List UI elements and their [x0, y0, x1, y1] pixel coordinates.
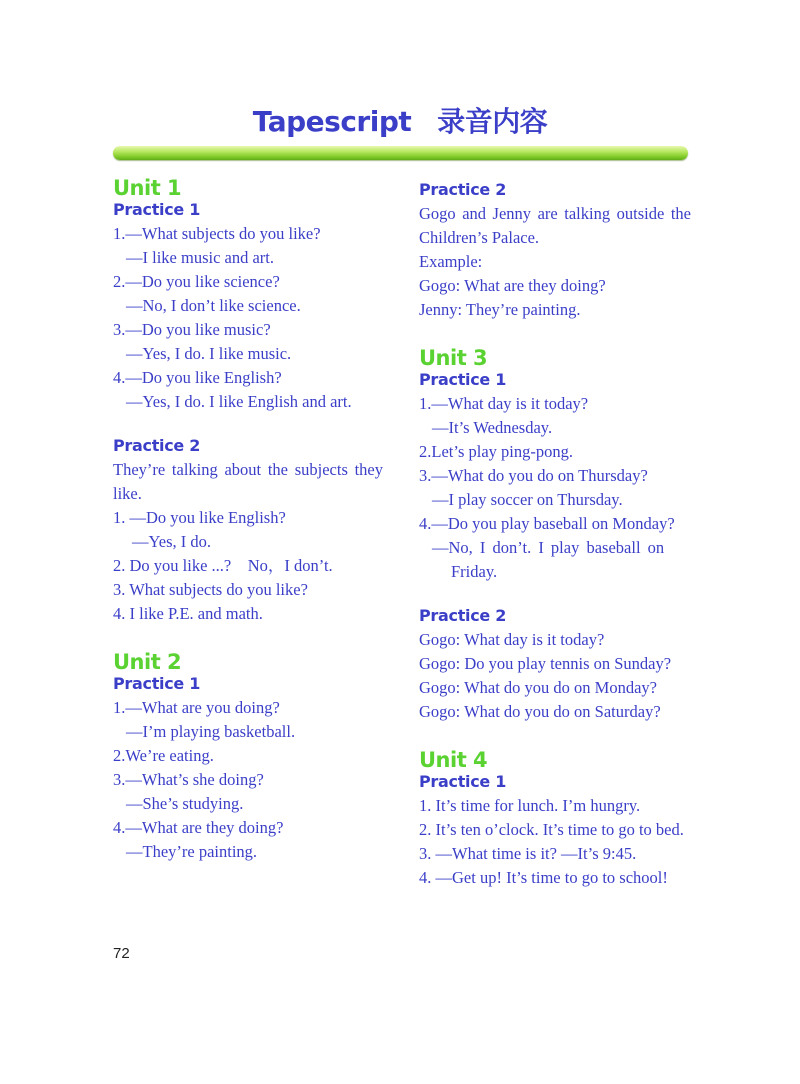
title-divider-bar [113, 146, 688, 160]
page-number: 72 [113, 945, 130, 962]
script-line: Gogo: What day is it today? [419, 630, 605, 649]
script-line: 4.—What are they doing? [113, 818, 284, 837]
script-line: —They’re painting. [126, 842, 258, 861]
script-line: 1.—What are you doing? [113, 698, 280, 717]
unit-heading: Unit 1 [113, 176, 182, 200]
script-line: 4.—Do you like English? [113, 368, 282, 387]
unit-heading: Unit 3 [419, 346, 488, 370]
script-line: Gogo: What are they doing? [419, 276, 606, 295]
script-line: Gogo: What do you do on Saturday? [419, 702, 661, 721]
script-line: Gogo and Jenny are talking outside the Children’s Palace. [419, 204, 691, 247]
script-line: Gogo: Do you play tennis on Sunday? [419, 654, 672, 673]
script-line: Example: [419, 252, 483, 271]
practice-heading: Practice 1 [419, 772, 507, 791]
script-line: 3. —What time is it? —It’s 9:45. [419, 844, 637, 863]
practice-heading: Practice 2 [419, 606, 507, 625]
script-line: 3.—What do you do on Thursday? [419, 466, 648, 485]
script-line: 4. I like P.E. and math. [113, 604, 263, 623]
script-line: —No, I don’t like science. [126, 296, 301, 315]
script-line: 2.Let’s play ping-pong. [419, 442, 573, 461]
script-line: 3. What subjects do you like? [113, 580, 308, 599]
script-line: —I like music and art. [126, 248, 275, 267]
script-line: —She’s studying. [126, 794, 244, 813]
script-line: Friday. [451, 562, 498, 581]
script-line: —Yes, I do. I like music. [126, 344, 292, 363]
practice-heading: Practice 1 [113, 674, 201, 693]
script-line: They’re talking about the subjects they like. [113, 460, 383, 503]
script-line: 4. —Get up! It’s time to go to school! [419, 868, 668, 887]
practice-heading: Practice 1 [419, 370, 507, 389]
right-column [419, 176, 691, 890]
script-line: —It’s Wednesday. [432, 418, 553, 437]
practice-heading: Practice 2 [113, 436, 201, 455]
script-line: 2.We’re eating. [113, 746, 214, 765]
script-line: 1. It’s time for lunch. I’m hungry. [419, 796, 641, 815]
script-line: 2. It’s ten o’clock. It’s time to go to bed. [419, 820, 684, 839]
practice-heading: Practice 2 [419, 180, 507, 199]
script-line: —Yes, I do. I like English and art. [126, 392, 352, 411]
script-line: 2. Do you like ...? No，I don’t. [113, 556, 333, 575]
script-line: 2.—Do you like science? [113, 272, 280, 291]
script-line: 1. —Do you like English? [113, 508, 286, 527]
practice-heading: Practice 1 [113, 200, 201, 219]
script-line: 1.—What subjects do you like? [113, 224, 321, 243]
left-column [113, 176, 383, 864]
script-line: —Yes, I do. [132, 532, 212, 551]
script-line: —No, I don’t. I play baseball on [432, 538, 665, 557]
script-line: 1.—What day is it today? [419, 394, 589, 413]
script-line: Jenny: They’re painting. [419, 300, 581, 319]
script-line: 3.—Do you like music? [113, 320, 271, 339]
script-line: —I’m playing basketball. [126, 722, 296, 741]
script-line: Gogo: What do you do on Monday? [419, 678, 658, 697]
page-title [0, 100, 800, 140]
unit-heading: Unit 4 [419, 748, 488, 772]
script-line: —I play soccer on Thursday. [432, 490, 623, 509]
script-line: 3.—What’s she doing? [113, 770, 264, 789]
script-line: 4.—Do you play baseball on Monday? [419, 514, 675, 533]
title-english: Tapescript [252, 105, 412, 138]
unit-heading: Unit 2 [113, 650, 182, 674]
title-chinese: 录音内容 [437, 105, 548, 138]
